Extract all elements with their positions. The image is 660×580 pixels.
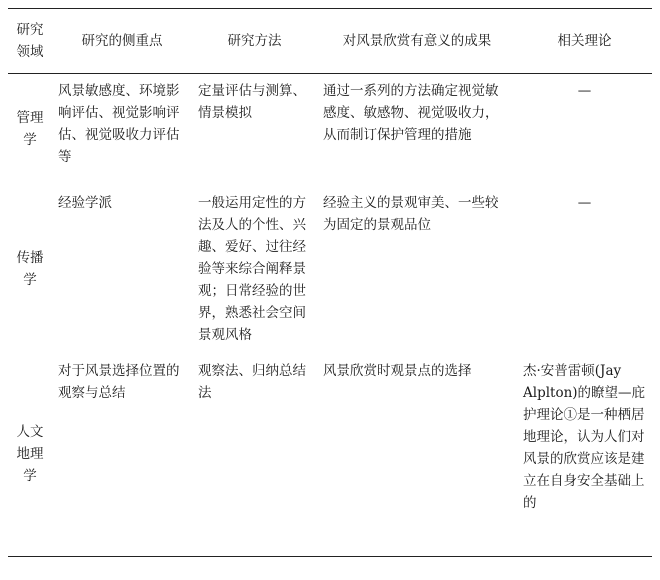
focus-cell: 对于风景选择位置的观察与总结 (58, 363, 180, 401)
header-result: 对风景欣赏有意义的成果 (342, 33, 492, 49)
header-theory: 相关理论 (557, 33, 612, 49)
table-row (8, 74, 652, 187)
table-row (8, 354, 652, 557)
domain-cell: 管理 学 (16, 110, 44, 148)
method-cell: 一般运用定性的方法及人的个性、兴趣、爱好、过往经验等来综合阐释景观；日常经验的世界，熟悉社会空间景观风格 (198, 195, 306, 343)
header-focus: 研究的侧重点 (81, 33, 163, 49)
result-cell: 经验主义的景观审美、一些较为固定的景观品位 (323, 195, 499, 233)
header-domain: 研究 领域 (16, 22, 44, 60)
theory-cell: — (577, 195, 592, 211)
theory-cell: 杰·安普雷顿(Jay Alplton)的瞭望—庇护理论①是一种栖居地理论，认为人们对风景的欣赏应该是建立在自身安全基础上的 (523, 363, 646, 511)
table-body (8, 74, 652, 557)
landscape-research-table (8, 8, 652, 557)
table-row (8, 186, 652, 354)
result-cell: 风景欣赏时观景点的选择 (323, 363, 472, 379)
focus-cell: 经验学派 (58, 195, 112, 211)
method-cell: 定量评估与测算、情景模拟 (198, 83, 306, 121)
focus-cell: 风景敏感度、环境影响评估、视觉影响评估、视觉吸收力评估等 (58, 83, 180, 165)
theory-cell: — (577, 83, 592, 99)
domain-cell: 人文 地理 学 (16, 424, 44, 484)
result-cell: 通过一系列的方法确定视觉敏感度、敏感物、视觉吸收力，从而制订保护管理的措施 (323, 83, 499, 143)
method-cell: 观察法、归纳总结法 (198, 363, 306, 401)
header-row (8, 9, 652, 74)
header-method: 研究方法 (227, 33, 282, 49)
domain-cell: 传播 学 (16, 250, 44, 288)
table-header (8, 9, 652, 74)
